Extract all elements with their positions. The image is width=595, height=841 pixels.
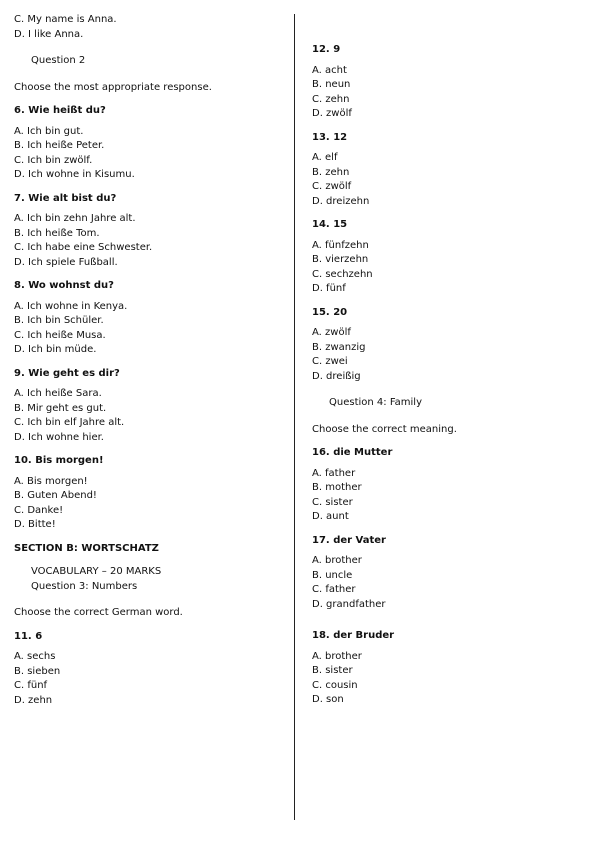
- question-4-instruction: Choose the correct meaning.: [312, 423, 457, 435]
- question-heading: 8. Wo wohnst du?: [14, 280, 114, 291]
- option-line: C. Ich habe eine Schwester.: [14, 242, 153, 253]
- option-line: B. Ich bin Schüler.: [14, 315, 104, 326]
- option-line: A. fünfzehn: [312, 239, 369, 251]
- option-line: B. zehn: [312, 166, 350, 178]
- option-line: A. Ich bin zehn Jahre alt.: [14, 213, 136, 224]
- option-line: B. uncle: [312, 569, 353, 581]
- question-2-title: Question 2: [31, 55, 86, 66]
- question-heading: 12. 9: [312, 44, 341, 55]
- left-column: [14, 0, 284, 708]
- option-line: B. Mir geht es gut.: [14, 402, 107, 414]
- option-line: A. acht: [312, 64, 347, 76]
- option-line: C. father: [312, 584, 356, 595]
- question-heading: 16. die Mutter: [312, 447, 393, 458]
- option-line: B. Ich heiße Tom.: [14, 227, 100, 239]
- option-line: B. mother: [312, 482, 362, 493]
- option-line: C. cousin: [312, 679, 358, 691]
- question-2-instruction: Choose the most appropriate response.: [14, 81, 212, 93]
- option-line: C. zwei: [312, 356, 348, 367]
- option-line: C. fünf: [14, 680, 48, 691]
- right-column: [312, 0, 582, 708]
- option-line: C. My name is Anna.: [14, 14, 117, 25]
- option-line: C. sechzehn: [312, 268, 373, 280]
- option-line: D. Ich bin müde.: [14, 344, 97, 355]
- option-line: A. sechs: [14, 651, 56, 662]
- option-line: A. father: [312, 467, 356, 479]
- option-line: C. Ich bin elf Jahre alt.: [14, 417, 125, 428]
- option-line: A. Bis morgen!: [14, 475, 88, 487]
- option-line: A. elf: [312, 152, 338, 163]
- option-line: D. zehn: [14, 694, 53, 706]
- option-line: A. Ich heiße Sara.: [14, 388, 102, 399]
- option-line: A. brother: [312, 555, 362, 566]
- option-line: B. sister: [312, 665, 353, 676]
- option-line: B. sieben: [14, 665, 61, 677]
- option-line: D. I like Anna.: [14, 28, 84, 40]
- option-line: B. zwanzig: [312, 341, 366, 353]
- question-heading: 18. der Bruder: [312, 630, 395, 641]
- question-3-instruction: Choose the correct German word.: [14, 607, 183, 618]
- option-line: D. Bitte!: [14, 519, 56, 530]
- option-line: D. son: [312, 694, 344, 705]
- option-line: C. Ich bin zwölf.: [14, 154, 93, 166]
- question-heading: 7. Wie alt bist du?: [14, 192, 117, 204]
- question-heading: 6. Wie heißt du?: [14, 105, 106, 116]
- question-heading: 15. 20: [312, 306, 348, 318]
- option-line: B. Ich heiße Peter.: [14, 140, 105, 151]
- option-line: D. Ich wohne in Kisumu.: [14, 169, 135, 180]
- option-line: D. dreizehn: [312, 195, 370, 207]
- question-heading: 10. Bis morgen!: [14, 455, 104, 466]
- option-line: C. zehn: [312, 93, 350, 105]
- question-heading: 14. 15: [312, 219, 348, 230]
- option-line: D. Ich spiele Fußball.: [14, 256, 118, 268]
- option-line: B. neun: [312, 79, 351, 90]
- option-line: A. Ich wohne in Kenya.: [14, 300, 128, 312]
- option-line: A. brother: [312, 650, 362, 662]
- option-line: B. vierzehn: [312, 254, 369, 265]
- option-line: A. Ich bin gut.: [14, 125, 84, 137]
- option-line: D. dreißig: [312, 370, 361, 382]
- column-divider: [294, 14, 295, 820]
- option-line: C. Danke!: [14, 504, 64, 516]
- question-heading: 13. 12: [312, 131, 348, 143]
- option-line: C. Ich heiße Musa.: [14, 329, 106, 341]
- question-heading: 11. 6: [14, 630, 43, 642]
- option-line: C. zwölf: [312, 181, 352, 192]
- option-line: D. zwölf: [312, 108, 352, 119]
- option-line: A. zwölf: [312, 327, 351, 338]
- option-line: D. grandfather: [312, 598, 386, 610]
- option-line: B. Guten Abend!: [14, 490, 97, 501]
- option-line: D. Ich wohne hier.: [14, 431, 104, 443]
- option-line: D. fünf: [312, 283, 346, 294]
- option-line: D. aunt: [312, 511, 349, 522]
- option-line: C. sister: [312, 496, 353, 508]
- question-4-title: Question 4: Family: [329, 397, 422, 408]
- question-heading: 9. Wie geht es dir?: [14, 367, 120, 379]
- question-3-title: Question 3: Numbers: [31, 580, 138, 592]
- vocabulary-marks: VOCABULARY – 20 MARKS: [31, 566, 162, 577]
- section-b-heading: SECTION B: WORTSCHATZ: [14, 542, 159, 554]
- question-heading: 17. der Vater: [312, 534, 386, 546]
